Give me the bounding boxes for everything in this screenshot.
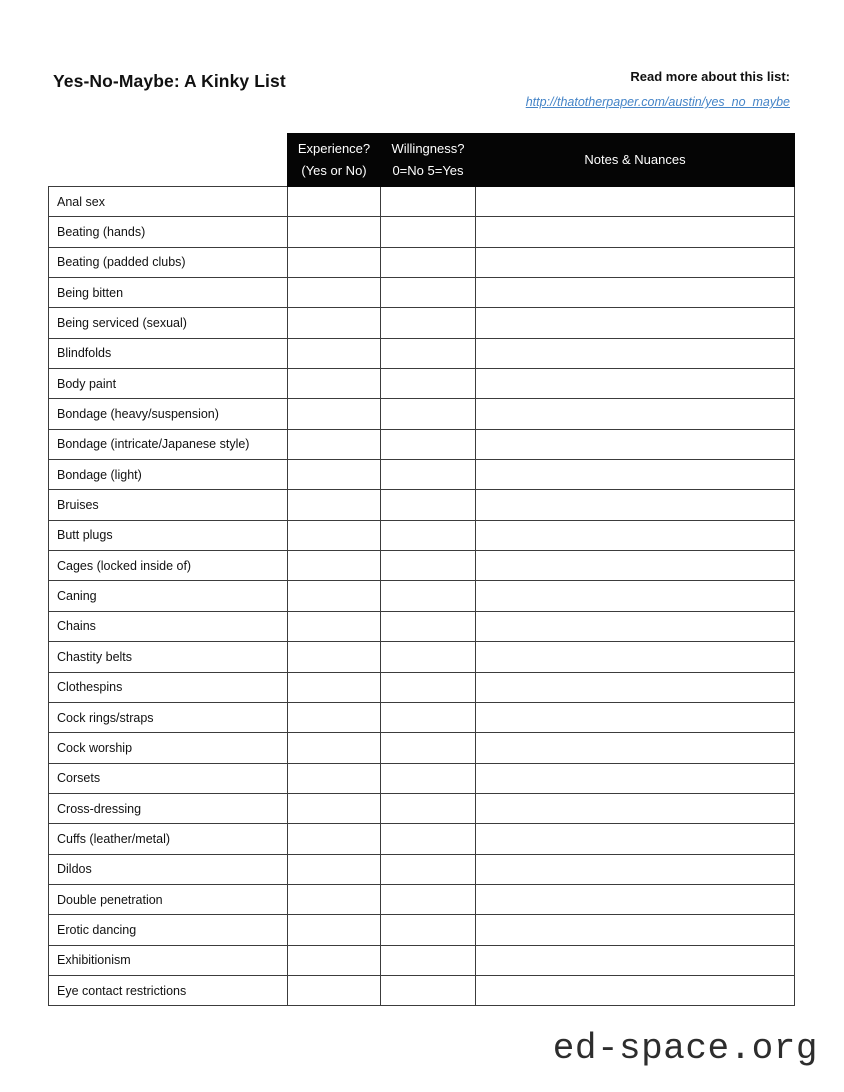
notes-cell[interactable] [476,490,795,520]
item-label-cell: Chains [49,611,288,641]
item-label-cell: Anal sex [49,187,288,217]
notes-cell[interactable] [476,278,795,308]
experience-cell[interactable] [288,611,381,641]
willingness-cell[interactable] [381,915,476,945]
item-label-cell: Cuffs (leather/metal) [49,824,288,854]
item-label-cell: Exhibitionism [49,945,288,975]
willingness-cell[interactable] [381,369,476,399]
notes-cell[interactable] [476,672,795,702]
item-label-cell: Eye contact restrictions [49,975,288,1005]
table-row [49,824,795,854]
read-more-label: Read more about this list: [630,69,790,84]
experience-cell[interactable] [288,824,381,854]
experience-cell[interactable] [288,702,381,732]
table-row [49,338,795,368]
notes-column-header [476,134,795,187]
notes-cell[interactable] [476,308,795,338]
item-label-cell: Beating (padded clubs) [49,247,288,277]
item-label-cell: Bondage (light) [49,460,288,490]
experience-cell[interactable] [288,793,381,823]
notes-cell[interactable] [476,884,795,914]
table-row [49,733,795,763]
notes-cell[interactable] [476,702,795,732]
notes-cell[interactable] [476,520,795,550]
willingness-header-line1: Willingness? [391,141,465,156]
willingness-cell[interactable] [381,490,476,520]
willingness-cell[interactable] [381,187,476,217]
willingness-header-line2: 0=No 5=Yes [392,163,464,178]
notes-cell[interactable] [476,429,795,459]
table-row [49,399,795,429]
table-row [49,551,795,581]
table-row [49,915,795,945]
willingness-cell[interactable] [381,278,476,308]
table-row [49,460,795,490]
willingness-cell[interactable] [381,793,476,823]
table-row [49,217,795,247]
willingness-cell[interactable] [381,460,476,490]
table-row [49,672,795,702]
notes-cell[interactable] [476,915,795,945]
experience-cell[interactable] [288,429,381,459]
willingness-cell[interactable] [381,247,476,277]
table-row [49,611,795,641]
table-row [49,642,795,672]
willingness-cell[interactable] [381,733,476,763]
item-label-cell: Cross-dressing [49,793,288,823]
experience-cell[interactable] [288,884,381,914]
item-label-cell: Cages (locked inside of) [49,551,288,581]
notes-cell[interactable] [476,763,795,793]
table-row [49,581,795,611]
experience-cell[interactable] [288,338,381,368]
willingness-cell[interactable] [381,642,476,672]
experience-cell[interactable] [288,460,381,490]
experience-cell[interactable] [288,308,381,338]
experience-cell[interactable] [288,187,381,217]
willingness-cell[interactable] [381,338,476,368]
item-label-cell: Cock rings/straps [49,702,288,732]
item-label-cell: Double penetration [49,884,288,914]
item-label-cell: Bondage (heavy/suspension) [49,399,288,429]
willingness-cell[interactable] [381,429,476,459]
experience-cell[interactable] [288,490,381,520]
willingness-cell[interactable] [381,581,476,611]
willingness-cell[interactable] [381,884,476,914]
willingness-cell[interactable] [381,399,476,429]
item-label-cell: Corsets [49,763,288,793]
table-row [49,793,795,823]
item-label-cell: Bruises [49,490,288,520]
table-row [49,884,795,914]
notes-cell[interactable] [476,460,795,490]
table-row [49,702,795,732]
table-row [49,187,795,217]
table-row [49,247,795,277]
table-row [49,490,795,520]
experience-header-line2: (Yes or No) [301,163,367,178]
experience-cell[interactable] [288,247,381,277]
notes-cell[interactable] [476,975,795,1005]
notes-cell[interactable] [476,642,795,672]
kink-checklist-table [48,133,795,1006]
experience-header-line1: Experience? [297,141,371,156]
item-label-cell: Butt plugs [49,520,288,550]
experience-cell[interactable] [288,763,381,793]
willingness-cell[interactable] [381,551,476,581]
experience-cell[interactable] [288,672,381,702]
experience-cell[interactable] [288,854,381,884]
willingness-cell[interactable] [381,702,476,732]
willingness-cell[interactable] [381,945,476,975]
willingness-cell[interactable] [381,854,476,884]
table-row [49,369,795,399]
table-row [49,975,795,1005]
item-label-cell: Cock worship [49,733,288,763]
willingness-cell[interactable] [381,975,476,1005]
footer-logo: ed-space.org [552,1028,818,1069]
item-label-cell: Bondage (intricate/Japanese style) [49,429,288,459]
experience-cell[interactable] [288,975,381,1005]
notes-cell[interactable] [476,217,795,247]
notes-cell[interactable] [476,581,795,611]
table-row [49,945,795,975]
willingness-cell[interactable] [381,217,476,247]
table-row [49,278,795,308]
table-row [49,308,795,338]
table-body [49,187,795,1006]
willingness-column-header [381,134,476,187]
item-label-cell: Beating (hands) [49,217,288,247]
item-column-header [49,134,288,187]
item-label-cell: Being bitten [49,278,288,308]
experience-cell[interactable] [288,551,381,581]
notes-cell[interactable] [476,611,795,641]
item-label-cell: Erotic dancing [49,915,288,945]
read-more-block [526,69,790,111]
notes-cell[interactable] [476,369,795,399]
item-label-cell: Dildos [49,854,288,884]
willingness-cell[interactable] [381,611,476,641]
experience-cell[interactable] [288,399,381,429]
experience-cell[interactable] [288,217,381,247]
table-row [49,763,795,793]
page-title: Yes-No-Maybe: A Kinky List [53,71,286,91]
experience-cell[interactable] [288,733,381,763]
table-row [49,854,795,884]
experience-cell[interactable] [288,581,381,611]
notes-cell[interactable] [476,793,795,823]
experience-cell[interactable] [288,642,381,672]
table-row [49,429,795,459]
notes-cell[interactable] [476,187,795,217]
notes-cell[interactable] [476,551,795,581]
willingness-cell[interactable] [381,824,476,854]
willingness-cell[interactable] [381,308,476,338]
experience-cell[interactable] [288,369,381,399]
notes-cell[interactable] [476,824,795,854]
willingness-cell[interactable] [381,672,476,702]
notes-cell[interactable] [476,247,795,277]
item-label-cell: Being serviced (sexual) [49,308,288,338]
item-label-cell: Body paint [49,369,288,399]
experience-cell[interactable] [288,278,381,308]
notes-cell[interactable] [476,854,795,884]
item-label-cell: Caning [49,581,288,611]
willingness-cell[interactable] [381,520,476,550]
item-label-cell: Chastity belts [49,642,288,672]
table-header [49,134,795,187]
willingness-cell[interactable] [381,763,476,793]
experience-cell[interactable] [288,520,381,550]
experience-column-header [288,134,381,187]
table-row [49,520,795,550]
experience-cell[interactable] [288,945,381,975]
item-label-cell: Blindfolds [49,338,288,368]
notes-cell[interactable] [476,945,795,975]
notes-header-label: Notes & Nuances [584,152,686,167]
item-label-cell: Clothespins [49,672,288,702]
notes-cell[interactable] [476,733,795,763]
notes-cell[interactable] [476,399,795,429]
experience-cell[interactable] [288,915,381,945]
notes-cell[interactable] [476,338,795,368]
read-more-link[interactable]: http://thatotherpaper.com/austin/yes_no_maybe [525,95,790,109]
